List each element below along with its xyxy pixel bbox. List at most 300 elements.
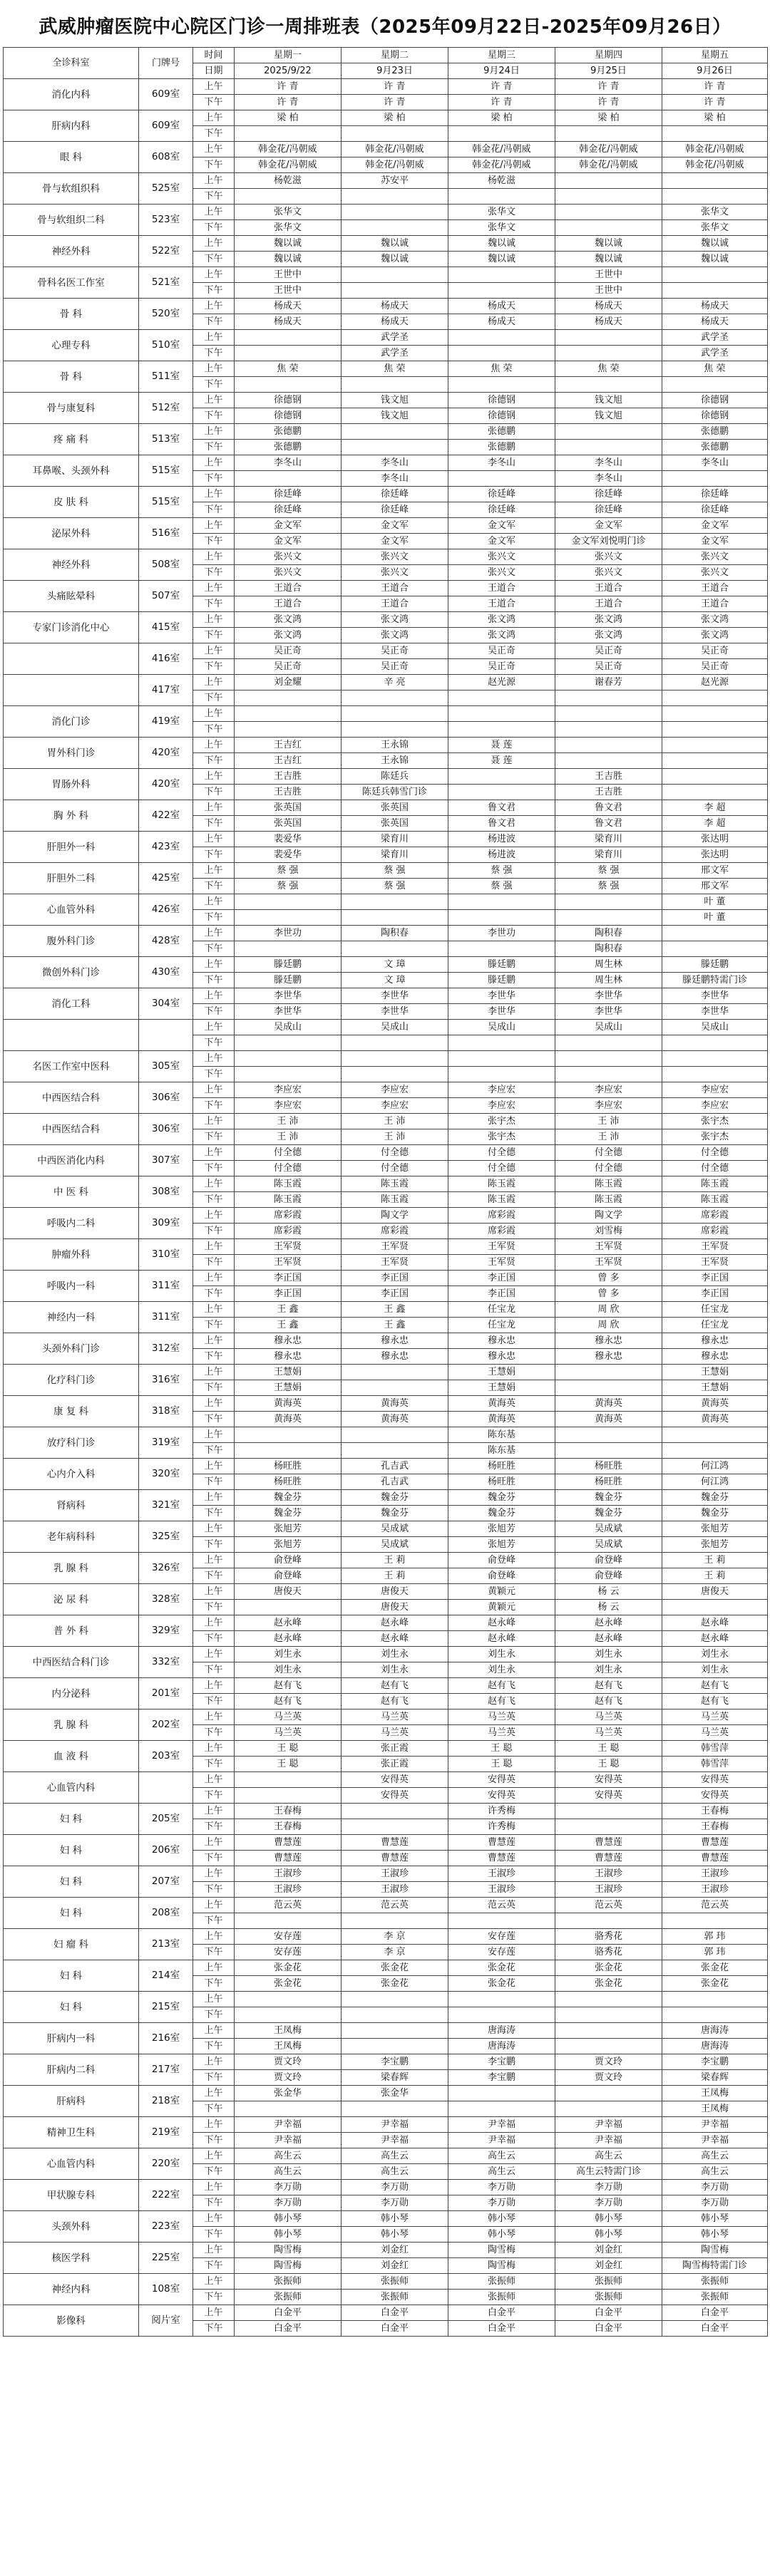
doctor-cell: 许 青 — [342, 95, 448, 110]
time-slot: 下午 — [193, 1851, 235, 1866]
doctor-cell: 王 聪 — [555, 1741, 662, 1757]
doctor-cell — [555, 2007, 662, 2023]
doctor-cell: 高生云 — [448, 2164, 555, 2180]
time-slot: 下午 — [193, 596, 235, 612]
doctor-cell: 王 莉 — [662, 1553, 768, 1568]
doctor-cell — [235, 126, 342, 142]
doctor-cell: 付全德 — [448, 1161, 555, 1176]
doctor-cell: 魏金芬 — [662, 1490, 768, 1506]
doctor-cell: 俞登峰 — [235, 1553, 342, 1568]
doctor-cell: 王永锦 — [342, 753, 448, 769]
doctor-cell: 王永锦 — [342, 738, 448, 753]
doctor-cell — [555, 1804, 662, 1819]
dept-name: 消化工科 — [4, 988, 139, 1020]
schedule-table — [3, 47, 768, 2337]
doctor-cell: 张兴文 — [662, 565, 768, 581]
doctor-cell: 张兴文 — [448, 549, 555, 565]
doctor-cell: 李世功 — [448, 926, 555, 941]
room-number: 525室 — [139, 173, 193, 205]
doctor-cell: 穆永忠 — [235, 1349, 342, 1365]
time-slot: 上午 — [193, 1553, 235, 1568]
doctor-cell: 赵有飞 — [555, 1678, 662, 1694]
doctor-cell: 马兰英 — [662, 1725, 768, 1741]
doctor-cell: 付全德 — [235, 1145, 342, 1161]
table-row — [4, 110, 768, 126]
doctor-cell — [342, 910, 448, 926]
time-slot: 下午 — [193, 1255, 235, 1271]
room-number: 310室 — [139, 1239, 193, 1271]
dept-name: 名医工作室中医科 — [4, 1051, 139, 1082]
doctor-cell — [342, 1804, 448, 1819]
time-slot: 上午 — [193, 769, 235, 785]
dept-name: 神经外科 — [4, 236, 139, 267]
time-slot: 下午 — [193, 2164, 235, 2180]
doctor-cell: 王道合 — [342, 581, 448, 596]
doctor-cell: 张振师 — [235, 2290, 342, 2305]
time-slot: 下午 — [193, 690, 235, 706]
doctor-cell: 叶 董 — [662, 894, 768, 910]
doctor-cell: 张旭芳 — [662, 1521, 768, 1537]
doctor-cell: 王春梅 — [235, 1819, 342, 1835]
doctor-cell: 付全德 — [555, 1161, 662, 1176]
doctor-cell: 王慧娟 — [448, 1365, 555, 1380]
doctor-cell: 王慧娟 — [448, 1380, 555, 1396]
doctor-cell: 张兴文 — [555, 565, 662, 581]
doctor-cell: 张正霞 — [342, 1741, 448, 1757]
doctor-cell: 安得英 — [448, 1788, 555, 1804]
doctor-cell: 安得英 — [342, 1788, 448, 1804]
time-slot: 下午 — [193, 1568, 235, 1584]
doctor-cell — [235, 189, 342, 205]
time-slot: 下午 — [193, 910, 235, 926]
doctor-cell: 王吉胜 — [235, 769, 342, 785]
doctor-cell: 王吉胜 — [555, 785, 662, 800]
doctor-cell — [555, 1051, 662, 1067]
doctor-cell: 张文鸿 — [555, 628, 662, 643]
doctor-cell — [342, 2023, 448, 2039]
doctor-cell: 韩小琴 — [448, 2227, 555, 2243]
dept-name: 骨与软组织科 — [4, 173, 139, 205]
dept-name: 泌 尿 科 — [4, 1584, 139, 1615]
doctor-cell — [448, 2086, 555, 2101]
doctor-cell: 王淑珍 — [342, 1882, 448, 1898]
doctor-cell: 吴成山 — [662, 1020, 768, 1035]
doctor-cell: 吴正奇 — [235, 643, 342, 659]
doctor-cell: 杨进波 — [448, 847, 555, 863]
doctor-cell: 张兴文 — [342, 549, 448, 565]
doctor-cell: 张振师 — [448, 2274, 555, 2290]
dept-name: 核医学科 — [4, 2243, 139, 2274]
doctor-cell — [662, 1051, 768, 1067]
room-number: 511室 — [139, 361, 193, 393]
doctor-cell: 张金花 — [342, 1976, 448, 1992]
time-slot: 上午 — [193, 2054, 235, 2070]
doctor-cell: 陶雪梅特需门诊 — [662, 2258, 768, 2274]
doctor-cell: 焦 荣 — [555, 361, 662, 377]
doctor-cell: 王道合 — [662, 596, 768, 612]
room-number: 219室 — [139, 2117, 193, 2148]
doctor-cell: 唐海涛 — [448, 2023, 555, 2039]
dept-name: 耳鼻喉、头颈外科 — [4, 455, 139, 487]
room-number: 225室 — [139, 2243, 193, 2274]
table-row — [4, 1020, 768, 1035]
doctor-cell: 曹慧莲 — [448, 1835, 555, 1851]
table-row — [4, 926, 768, 941]
doctor-cell: 梁 柏 — [448, 110, 555, 126]
table-row — [4, 1553, 768, 1568]
doctor-cell: 尹幸福 — [555, 2133, 662, 2148]
doctor-cell: 武学圣 — [662, 330, 768, 346]
doctor-cell: 高生云 — [662, 2164, 768, 2180]
doctor-cell: 刘金红 — [555, 2258, 662, 2274]
doctor-cell: 杨成天 — [662, 314, 768, 330]
doctor-cell: 赵有飞 — [662, 1694, 768, 1709]
room-number: 417室 — [139, 675, 193, 706]
doctor-cell: 吴成斌 — [555, 1537, 662, 1553]
room-number: 419室 — [139, 706, 193, 738]
doctor-cell: 谢春芳 — [555, 675, 662, 690]
table-row — [4, 1459, 768, 1474]
doctor-cell: 赵有飞 — [342, 1694, 448, 1709]
doctor-cell: 张德鹏 — [448, 440, 555, 455]
doctor-cell: 吴成斌 — [342, 1537, 448, 1553]
doctor-cell: 俞登峰 — [555, 1553, 662, 1568]
time-slot: 下午 — [193, 1192, 235, 1208]
doctor-cell: 张文鸿 — [448, 628, 555, 643]
doctor-cell: 张德鹏 — [235, 440, 342, 455]
doctor-cell: 滕廷鹏 — [448, 957, 555, 973]
doctor-cell — [448, 894, 555, 910]
doctor-cell: 席彩霞 — [662, 1208, 768, 1224]
doctor-cell: 蔡 强 — [342, 863, 448, 879]
doctor-cell: 黄海英 — [235, 1412, 342, 1427]
room-number: 329室 — [139, 1615, 193, 1647]
table-row — [4, 1271, 768, 1286]
doctor-cell: 张兴文 — [555, 549, 662, 565]
time-slot: 上午 — [193, 1114, 235, 1129]
room-number: 阅片室 — [139, 2305, 193, 2337]
doctor-cell: 安得英 — [662, 1772, 768, 1788]
room-number: 217室 — [139, 2054, 193, 2086]
table-row — [4, 957, 768, 973]
table-row — [4, 581, 768, 596]
room-number: 423室 — [139, 832, 193, 863]
header-day: 星期三 — [448, 48, 555, 63]
room-number: 515室 — [139, 455, 193, 487]
doctor-cell: 徐德钢 — [448, 408, 555, 424]
doctor-cell — [342, 722, 448, 738]
doctor-cell — [342, 377, 448, 393]
doctor-cell: 张金花 — [342, 1960, 448, 1976]
doctor-cell: 金文军 — [448, 534, 555, 549]
doctor-cell — [448, 722, 555, 738]
doctor-cell: 范云英 — [342, 1898, 448, 1913]
doctor-cell — [448, 769, 555, 785]
dept-name: 中西医结合科 — [4, 1114, 139, 1145]
header-date: 9月23日 — [342, 63, 448, 79]
doctor-cell: 席彩霞 — [662, 1224, 768, 1239]
doctor-cell: 穆永忠 — [662, 1349, 768, 1365]
doctor-cell: 魏以诚 — [235, 236, 342, 252]
dept-name: 神经内一科 — [4, 1302, 139, 1333]
doctor-cell: 杨旺胜 — [235, 1474, 342, 1490]
time-slot: 上午 — [193, 1333, 235, 1349]
doctor-cell: 陈玉霞 — [662, 1176, 768, 1192]
table-row — [4, 706, 768, 722]
doctor-cell: 王 莉 — [342, 1568, 448, 1584]
doctor-cell: 李应宏 — [235, 1082, 342, 1098]
doctor-cell: 王 沛 — [342, 1129, 448, 1145]
doctor-cell — [448, 471, 555, 487]
doctor-cell — [662, 769, 768, 785]
doctor-cell: 曾 多 — [555, 1286, 662, 1302]
doctor-cell: 何江鸿 — [662, 1459, 768, 1474]
doctor-cell: 李应宏 — [555, 1098, 662, 1114]
doctor-cell: 赵有飞 — [342, 1678, 448, 1694]
time-slot: 上午 — [193, 2211, 235, 2227]
doctor-cell: 马兰英 — [448, 1709, 555, 1725]
doctor-cell: 魏以诚 — [662, 252, 768, 267]
doctor-cell — [342, 2101, 448, 2117]
time-slot: 下午 — [193, 534, 235, 549]
time-slot: 下午 — [193, 1004, 235, 1020]
doctor-cell: 高生云 — [235, 2148, 342, 2164]
doctor-cell: 白金平 — [448, 2305, 555, 2321]
table-row — [4, 675, 768, 690]
doctor-cell: 王世中 — [235, 267, 342, 283]
doctor-cell — [235, 1913, 342, 1929]
doctor-cell: 梁育川 — [342, 832, 448, 847]
doctor-cell — [555, 173, 662, 189]
doctor-cell: 周生林 — [555, 973, 662, 988]
doctor-cell: 张文鸿 — [662, 612, 768, 628]
doctor-cell: 梁 柏 — [235, 110, 342, 126]
doctor-cell: 聂 莲 — [448, 753, 555, 769]
doctor-cell: 刘生永 — [662, 1647, 768, 1662]
doctor-cell: 徐廷峰 — [448, 502, 555, 518]
doctor-cell: 梁育川 — [342, 847, 448, 863]
dept-name: 康 复 科 — [4, 1396, 139, 1427]
doctor-cell: 张金花 — [235, 1960, 342, 1976]
table-row — [4, 1365, 768, 1380]
doctor-cell: 张兴文 — [235, 549, 342, 565]
doctor-cell: 高生云 — [448, 2148, 555, 2164]
doctor-cell: 王军贤 — [555, 1255, 662, 1271]
dept-name: 妇 科 — [4, 1960, 139, 1992]
doctor-cell: 张旭芳 — [235, 1521, 342, 1537]
doctor-cell — [662, 1035, 768, 1051]
doctor-cell: 张宇杰 — [662, 1114, 768, 1129]
doctor-cell: 赵有飞 — [448, 1678, 555, 1694]
doctor-cell: 张文鸿 — [555, 612, 662, 628]
dept-name: 心理专科 — [4, 330, 139, 361]
doctor-cell: 王吉红 — [235, 738, 342, 753]
doctor-cell: 张宇杰 — [448, 1129, 555, 1145]
room-number: 325室 — [139, 1521, 193, 1553]
doctor-cell: 李正国 — [235, 1286, 342, 1302]
doctor-cell: 穆永忠 — [555, 1333, 662, 1349]
doctor-cell: 李世华 — [662, 988, 768, 1004]
doctor-cell: 文 璋 — [342, 957, 448, 973]
dept-name: 肝病内一科 — [4, 2023, 139, 2054]
doctor-cell: 韩小琴 — [555, 2211, 662, 2227]
time-slot: 下午 — [193, 2227, 235, 2243]
room-number: 510室 — [139, 330, 193, 361]
doctor-cell: 安存莲 — [235, 1945, 342, 1960]
time-slot: 上午 — [193, 1051, 235, 1067]
table-row — [4, 1647, 768, 1662]
doctor-cell: 穆永忠 — [555, 1349, 662, 1365]
time-slot: 下午 — [193, 1286, 235, 1302]
doctor-cell: 白金平 — [342, 2305, 448, 2321]
doctor-cell: 许 青 — [235, 95, 342, 110]
table-row — [4, 894, 768, 910]
table-row — [4, 424, 768, 440]
doctor-cell: 付全德 — [235, 1161, 342, 1176]
doctor-cell: 蔡 强 — [555, 863, 662, 879]
page-title: 武威肿瘤医院中心院区门诊一周排班表（2025年09月22日-2025年09月26日） — [38, 16, 732, 38]
doctor-cell: 张正霞 — [342, 1757, 448, 1772]
time-slot: 上午 — [193, 455, 235, 471]
time-slot: 下午 — [193, 2321, 235, 2337]
doctor-cell: 赵有飞 — [448, 1694, 555, 1709]
time-slot: 下午 — [193, 816, 235, 832]
doctor-cell — [235, 1788, 342, 1804]
doctor-cell: 付全德 — [555, 1145, 662, 1161]
doctor-cell: 李万勋 — [448, 2195, 555, 2211]
time-slot: 下午 — [193, 1035, 235, 1051]
table-row — [4, 1835, 768, 1851]
doctor-cell — [555, 377, 662, 393]
doctor-cell: 王 沛 — [555, 1114, 662, 1129]
doctor-cell — [235, 1992, 342, 2007]
doctor-cell — [555, 1035, 662, 1051]
doctor-cell: 鲁文君 — [448, 800, 555, 816]
doctor-cell: 张金花 — [662, 1960, 768, 1976]
room-number: 108室 — [139, 2274, 193, 2305]
doctor-cell: 金文军 — [662, 518, 768, 534]
doctor-cell — [235, 2101, 342, 2117]
time-slot: 上午 — [193, 1082, 235, 1098]
doctor-cell: 赵光源 — [662, 675, 768, 690]
doctor-cell: 席彩霞 — [342, 1224, 448, 1239]
room-number: 218室 — [139, 2086, 193, 2117]
doctor-cell: 滕廷鹏 — [448, 973, 555, 988]
time-slot: 下午 — [193, 440, 235, 455]
time-slot: 上午 — [193, 1992, 235, 2007]
doctor-cell — [235, 2007, 342, 2023]
time-slot: 上午 — [193, 424, 235, 440]
doctor-cell: 聂 莲 — [448, 738, 555, 753]
doctor-cell: 张兴文 — [235, 565, 342, 581]
doctor-cell: 李世华 — [555, 1004, 662, 1020]
doctor-cell: 张振师 — [662, 2274, 768, 2290]
doctor-cell: 韩小琴 — [662, 2227, 768, 2243]
doctor-cell: 郭 玮 — [662, 1945, 768, 1960]
doctor-cell: 金文军 — [342, 518, 448, 534]
doctor-cell: 张旭芳 — [235, 1537, 342, 1553]
doctor-cell: 吴正奇 — [235, 659, 342, 675]
doctor-cell — [235, 690, 342, 706]
doctor-cell: 张金华 — [342, 2086, 448, 2101]
doctor-cell — [448, 1992, 555, 2007]
time-slot: 上午 — [193, 1929, 235, 1945]
doctor-cell — [448, 346, 555, 361]
dept-name: 胃外科门诊 — [4, 738, 139, 769]
doctor-cell — [662, 941, 768, 957]
room-number: 312室 — [139, 1333, 193, 1365]
doctor-cell: 张英国 — [235, 816, 342, 832]
doctor-cell: 张华文 — [235, 220, 342, 236]
doctor-cell: 李世华 — [448, 988, 555, 1004]
time-slot: 上午 — [193, 1709, 235, 1725]
doctor-cell: 安得英 — [662, 1788, 768, 1804]
doctor-cell — [448, 910, 555, 926]
doctor-cell — [448, 1035, 555, 1051]
doctor-cell: 李正国 — [342, 1271, 448, 1286]
dept-name: 肝病内二科 — [4, 2054, 139, 2086]
doctor-cell: 杨进波 — [448, 832, 555, 847]
table-row — [4, 1490, 768, 1506]
doctor-cell: 吴正奇 — [662, 643, 768, 659]
time-slot: 上午 — [193, 2180, 235, 2195]
time-slot: 上午 — [193, 1208, 235, 1224]
doctor-cell: 俞登峰 — [448, 1553, 555, 1568]
doctor-cell: 李应宏 — [448, 1082, 555, 1098]
dept-name: 神经内科 — [4, 2274, 139, 2305]
doctor-cell — [555, 1365, 662, 1380]
doctor-cell: 文 璋 — [342, 973, 448, 988]
doctor-cell — [448, 1067, 555, 1082]
doctor-cell: 尹幸福 — [448, 2133, 555, 2148]
doctor-cell — [342, 267, 448, 283]
doctor-cell: 徐廷峰 — [555, 487, 662, 502]
doctor-cell — [555, 440, 662, 455]
doctor-cell: 许 青 — [662, 79, 768, 95]
room-number: 420室 — [139, 738, 193, 769]
doctor-cell: 邢文军 — [662, 863, 768, 879]
doctor-cell: 韩金花/冯朝威 — [448, 142, 555, 157]
doctor-cell: 王道合 — [448, 596, 555, 612]
room-number — [139, 1020, 193, 1051]
header-date: 9月24日 — [448, 63, 555, 79]
doctor-cell — [235, 471, 342, 487]
doctor-cell: 赵永峰 — [235, 1631, 342, 1647]
room-number: 206室 — [139, 1835, 193, 1866]
doctor-cell — [555, 1443, 662, 1459]
doctor-cell: 滕廷鹏 — [662, 957, 768, 973]
doctor-cell — [555, 1067, 662, 1082]
table-row — [4, 832, 768, 847]
doctor-cell: 马兰英 — [555, 1725, 662, 1741]
table-row — [4, 1584, 768, 1600]
room-number: 428室 — [139, 926, 193, 957]
room-number: 425室 — [139, 863, 193, 894]
doctor-cell: 王道合 — [235, 596, 342, 612]
doctor-cell: 陈玉霞 — [448, 1192, 555, 1208]
doctor-cell: 王淑珍 — [448, 1882, 555, 1898]
header-date-label: 日期 — [193, 63, 235, 79]
doctor-cell: 杨成天 — [448, 314, 555, 330]
doctor-cell — [342, 706, 448, 722]
doctor-cell: 陈东基 — [448, 1427, 555, 1443]
doctor-cell: 金文军 — [662, 534, 768, 549]
doctor-cell: 黄海英 — [342, 1396, 448, 1412]
doctor-cell: 范云英 — [662, 1898, 768, 1913]
doctor-cell: 曾 多 — [555, 1271, 662, 1286]
doctor-cell: 李世华 — [235, 988, 342, 1004]
doctor-cell — [342, 1427, 448, 1443]
